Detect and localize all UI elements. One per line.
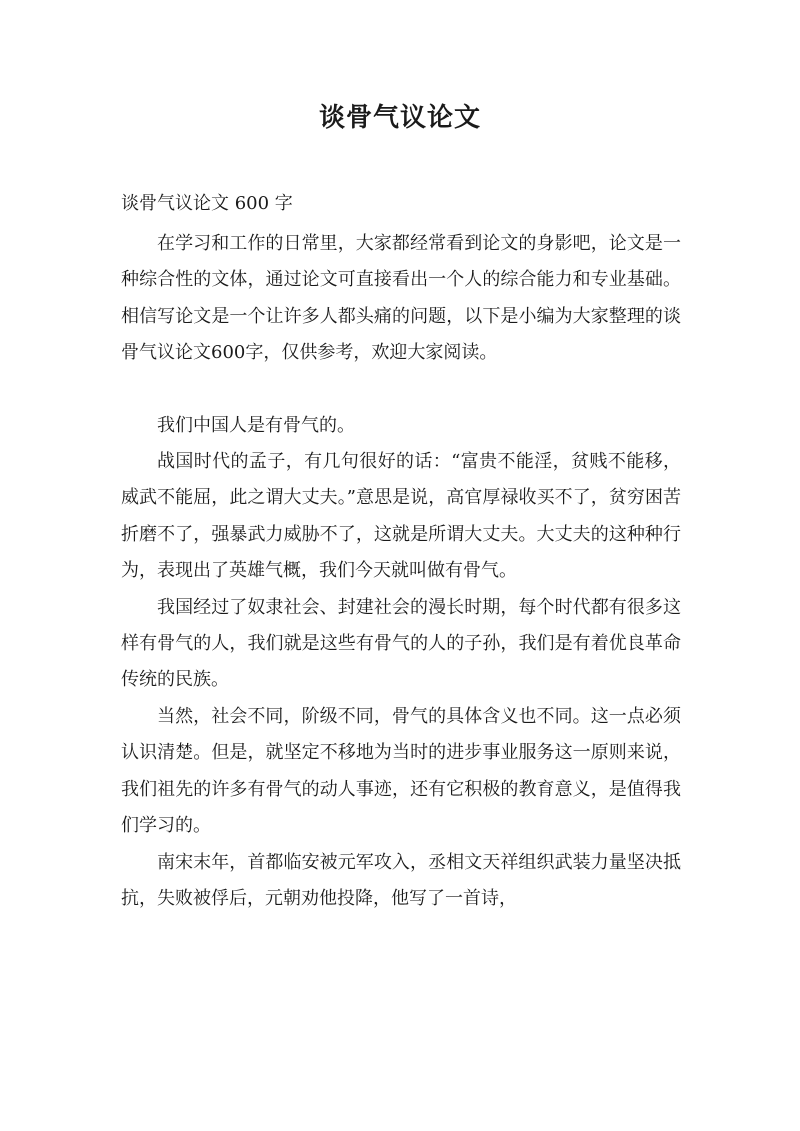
- paragraph-context: 当然，社会不同，阶级不同，骨气的具体含义也不同。这一点必须认识清楚。但是，就坚定不移地为当时的进步事业服务这一原则来说，我们祖先的许多有骨气的动人事迹，还有它积极的教育意义，是值得我们学习的。: [121, 705, 681, 837]
- paragraph-mencius: 战国时代的孟子，有几句很好的话：“富贵不能淫，贫贱不能移，威武不能屈，此之谓大丈夫。”意思是说，高官厚禄收买不了，贫穷困苦折磨不了，强暴武力威胁不了，这就是所谓大丈夫。大丈夫的这种种行为，表现出了英雄气概，我们今天就叫做有骨气。: [121, 451, 681, 582]
- paragraph-intro: 在学习和工作的日常里，大家都经常看到论文的身影吧，论文是一种综合性的文体，通过论文可直接看出一个人的综合能力和专业基础。相信写论文是一个让许多人都头痛的问题，以下是小编为大家整理的谈骨气议论文600字，仅供参考，欢迎大家阅读。: [121, 233, 681, 364]
- document-title: 谈骨气议论文: [318, 103, 481, 133]
- paragraph-history: 我国经过了奴隶社会、封建社会的漫长时期，每个时代都有很多这样有骨气的人，我们就是这些有骨气的人的子孙，我们是有着优良革命传统的民族。: [121, 596, 681, 691]
- document-subtitle: 谈骨气议论文 600 字: [121, 193, 293, 214]
- paragraph-thesis: 我们中国人是有骨气的。: [157, 414, 355, 436]
- paragraph-wen-tianxiang: 南宋末年，首都临安被元军攻入，丞相文天祥组织武装力量坚决抵抗，失败被俘后，元朝劝他投降，他写了一首诗，: [121, 851, 681, 909]
- document-body: [121, 226, 681, 917]
